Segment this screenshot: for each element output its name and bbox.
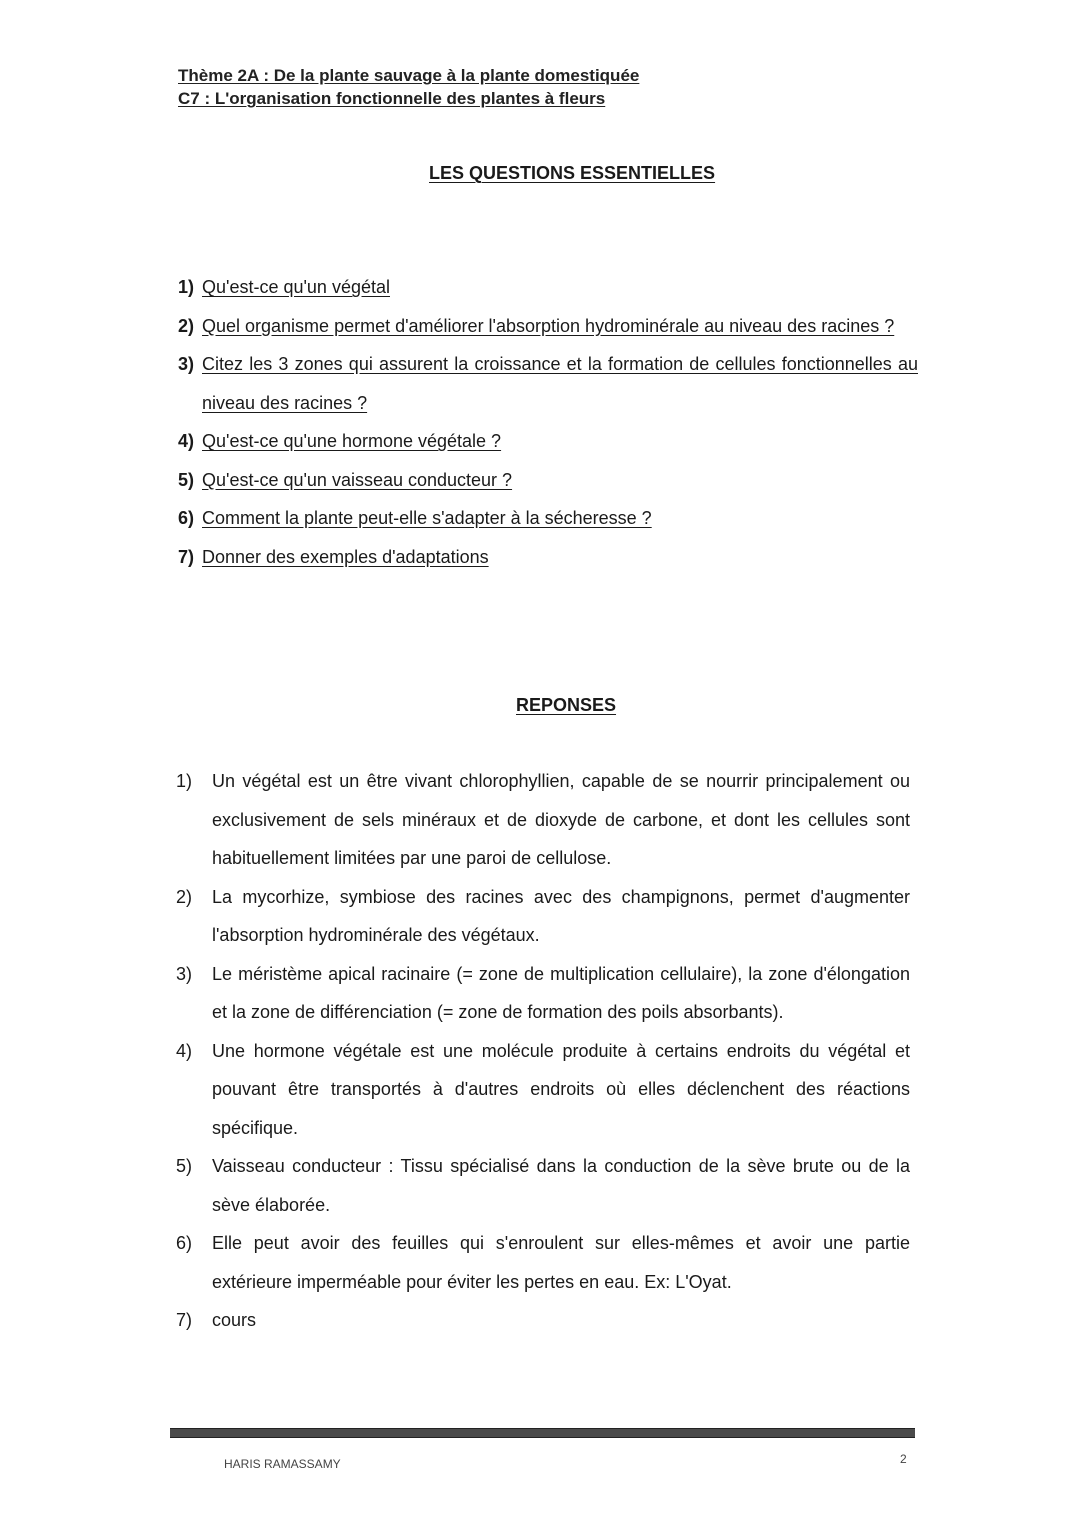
answer-item: [176, 1147, 910, 1224]
chapter-title: C7 : L'organisation fonctionnelle des plantes à fleurs: [178, 89, 606, 108]
answer-number: 1): [176, 771, 193, 791]
question-text: Qu'est-ce qu'une hormone végétale ?: [202, 431, 502, 451]
question-item: [178, 345, 918, 422]
question-number: 5): [178, 469, 195, 490]
question-number: 2): [178, 315, 195, 336]
answer-text: Le méristème apical racinaire (= zone de multiplication cellulaire), la zone d'élongation et la zone de différenciation (= zone de formation des poils absorbants).: [212, 963, 910, 1022]
question-text: Comment la plante peut-elle s'adapter à la sécheresse ?: [202, 508, 652, 528]
footer-divider: [170, 1428, 915, 1438]
questions-list: [178, 268, 918, 576]
question-number: 1): [178, 277, 195, 297]
questions-heading: LES QUESTIONS ESSENTIELLES: [429, 163, 716, 183]
question-number: 3): [178, 354, 195, 374]
answer-number: 2): [176, 886, 193, 907]
question-item: [178, 268, 918, 307]
question-item: [178, 499, 918, 538]
answer-text: cours: [212, 1310, 257, 1330]
question-text: Qu'est-ce qu'un vaisseau conducteur ?: [202, 469, 513, 490]
question-text: Qu'est-ce qu'un végétal: [202, 277, 390, 297]
question-number: 4): [178, 431, 195, 451]
answer-item: [176, 1224, 910, 1301]
answer-number: 4): [176, 1040, 193, 1061]
question-text: Citez les 3 zones qui assurent la croissance et la formation de cellules fonctionnelles au niveau des racines ?: [202, 354, 918, 413]
answer-number: 5): [176, 1156, 193, 1176]
theme-title: Thème 2A : De la plante sauvage à la plante domestiquée: [178, 66, 640, 85]
answer-item: [176, 878, 910, 955]
question-number: 7): [178, 546, 195, 567]
question-item: [178, 538, 918, 577]
answer-number: 3): [176, 963, 193, 984]
question-item: [178, 422, 918, 461]
page-number: 2: [900, 1452, 907, 1466]
answer-text: Une hormone végétale est une molécule produite à certains endroits du végétal et pouvant être transportés à d'autres endroits où elles déclenchent des réactions spécifique.: [212, 1040, 910, 1138]
answer-item: [176, 1032, 910, 1148]
answer-item: [176, 762, 910, 878]
answers-list: [176, 762, 910, 1340]
answer-text: Elle peut avoir des feuilles qui s'enroulent sur elles-mêmes et avoir une partie extérieure imperméable pour éviter les pertes en eau. Ex: L'Oyat.: [212, 1233, 910, 1292]
answer-item: [176, 955, 910, 1032]
question-text: Quel organisme permet d'améliorer l'absorption hydrominérale au niveau des racines ?: [202, 315, 895, 336]
question-number: 6): [178, 508, 195, 528]
answer-number: 7): [176, 1310, 193, 1330]
answer-text: La mycorhize, symbiose des racines avec des champignons, permet d'augmenter l'absorption hydrominérale des végétaux.: [212, 886, 910, 945]
question-item: [178, 461, 918, 500]
question-text: Donner des exemples d'adaptations: [202, 546, 489, 567]
answer-item: [176, 1301, 910, 1340]
footer-author: HARIS RAMASSAMY: [224, 1457, 341, 1471]
answer-text: Vaisseau conducteur : Tissu spécialisé dans la conduction de la sève brute ou de la sève élaborée.: [212, 1156, 910, 1215]
answer-text: Un végétal est un être vivant chlorophyllien, capable de se nourrir principalement ou exclusivement de sels minéraux et de dioxyde de carbone, et dont les cellules sont habituellement limitées par une paroi de cellulose.: [212, 771, 910, 868]
answer-number: 6): [176, 1233, 193, 1253]
answers-heading: REPONSES: [516, 695, 617, 715]
document-header: [178, 64, 639, 110]
question-item: [178, 307, 918, 346]
